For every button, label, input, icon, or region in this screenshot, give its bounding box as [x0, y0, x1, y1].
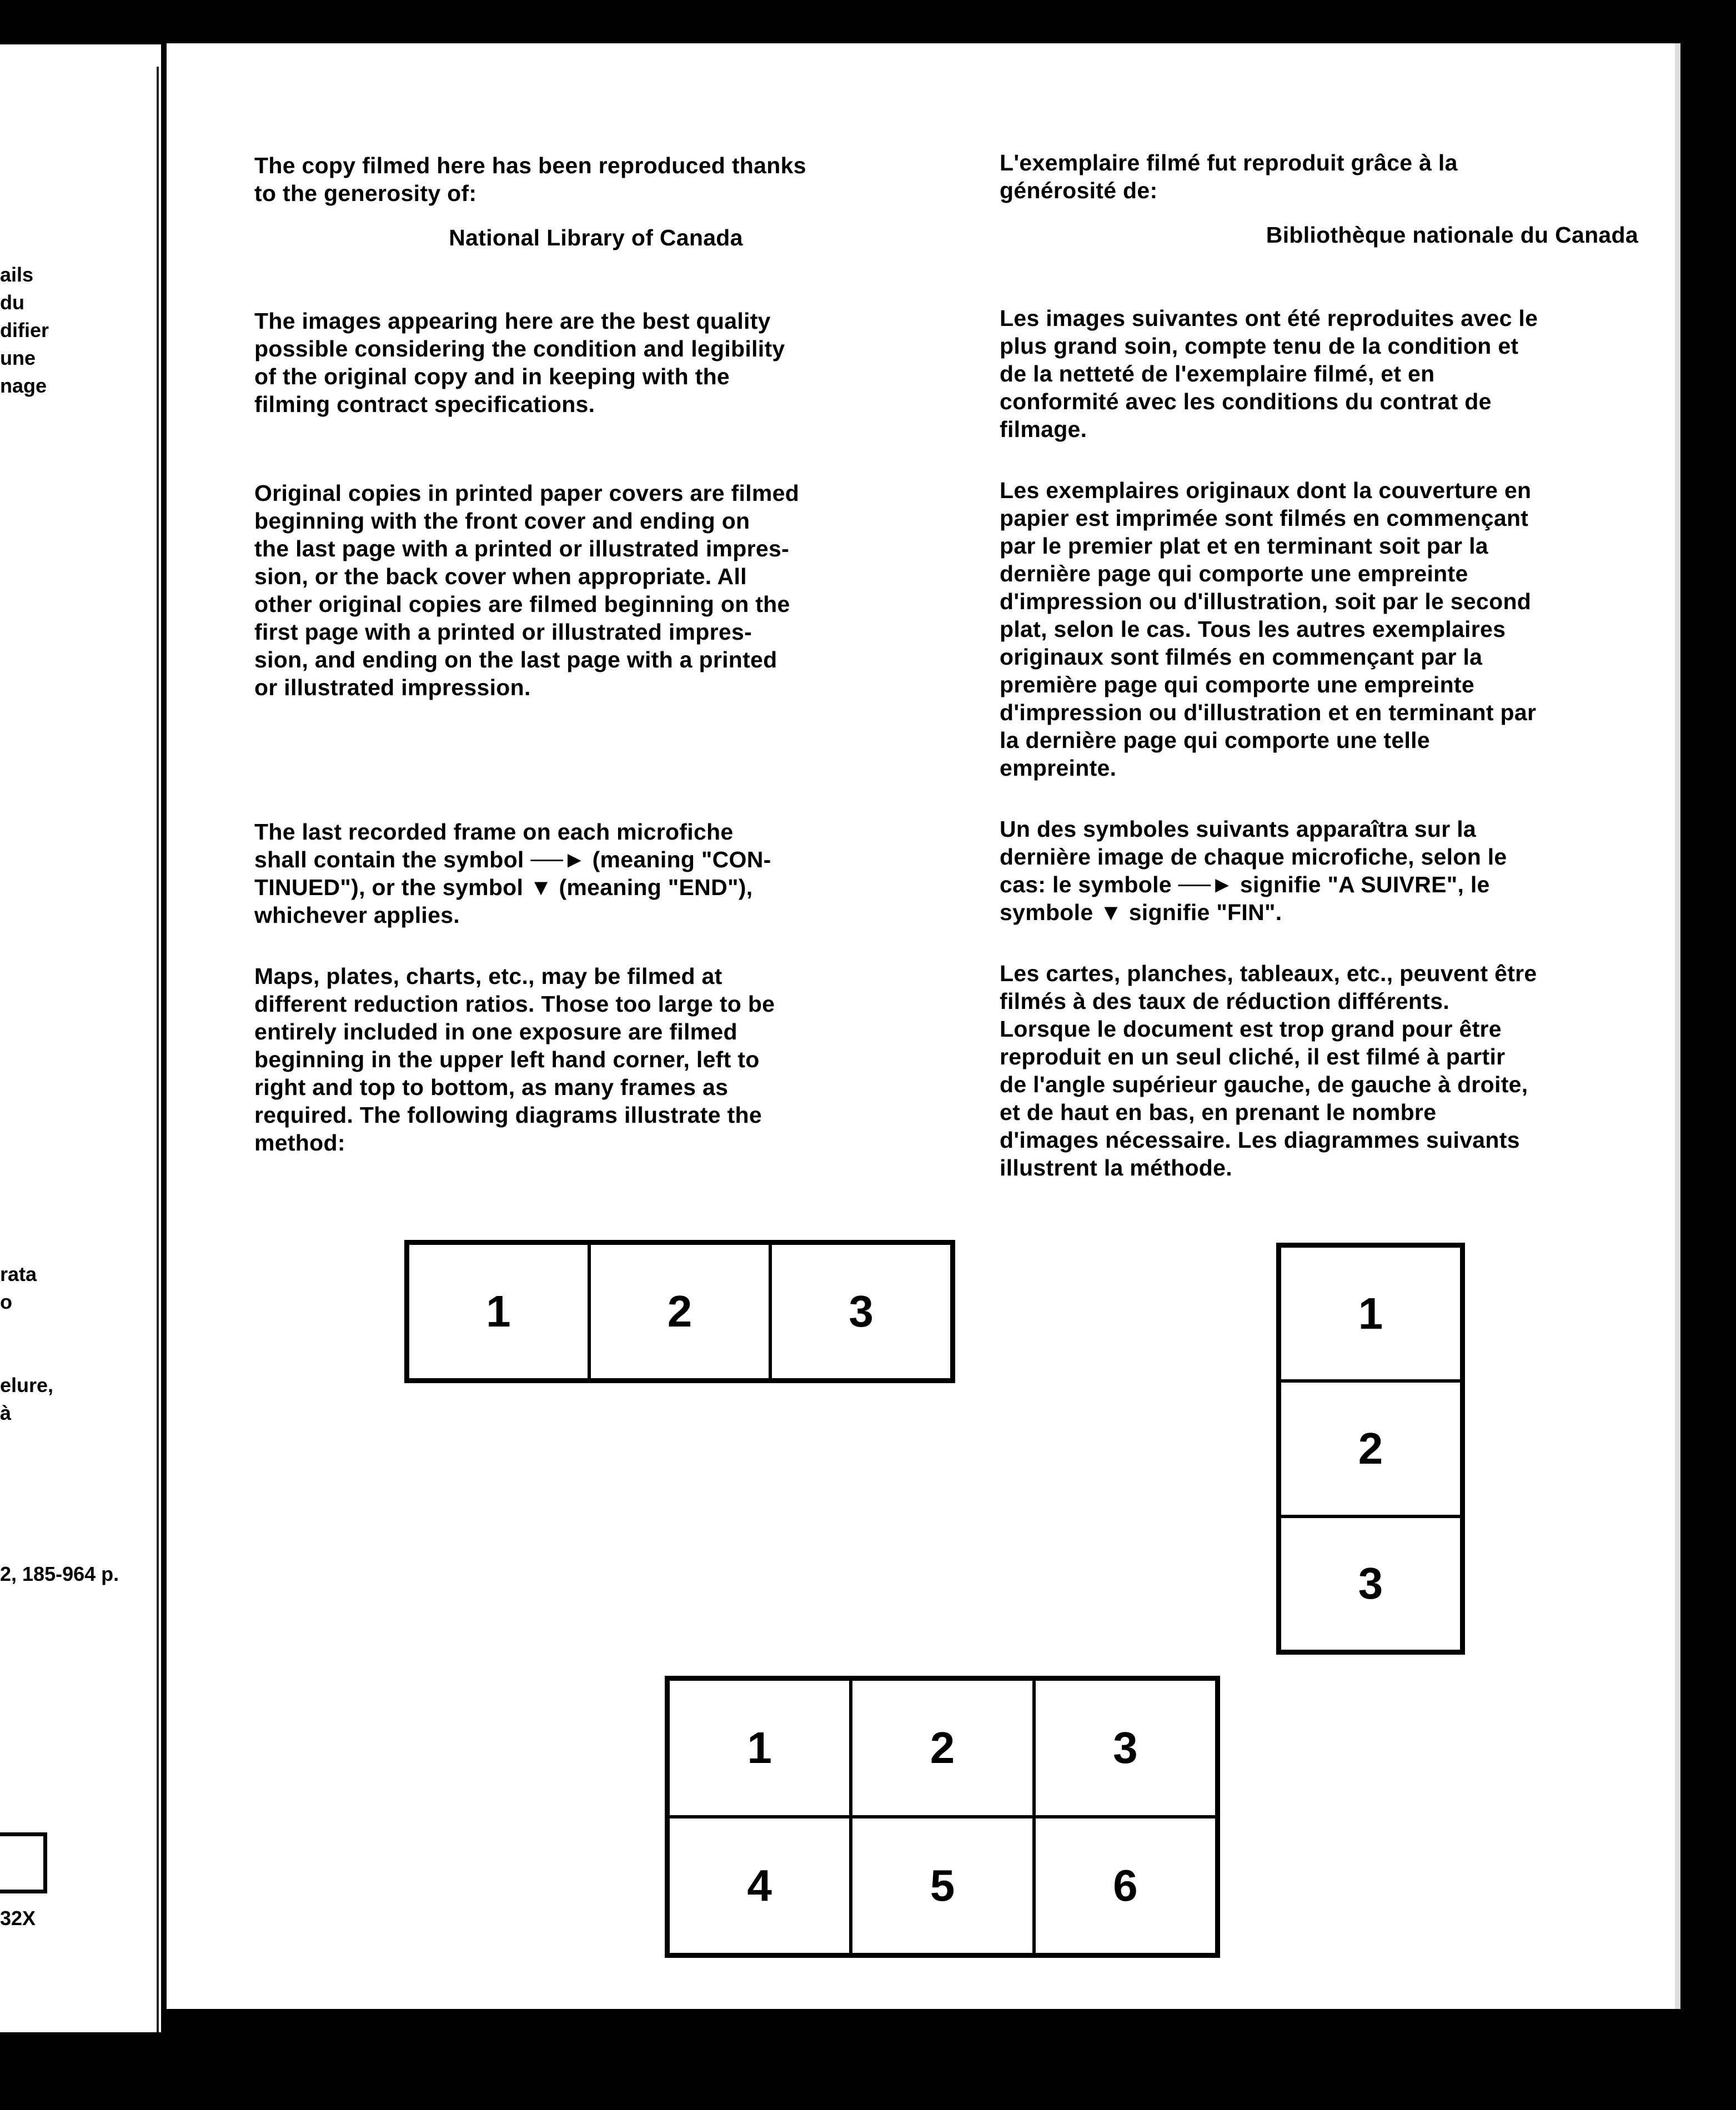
french-credit-name: Bibliothèque nationale du Canada: [1266, 222, 1638, 248]
left-fragment-text: difier: [0, 319, 49, 341]
left-fragment-text: une: [0, 346, 36, 369]
frame-cell: 3: [1280, 1516, 1462, 1651]
english-paragraph-quality: The images appearing here are the best quality possible considering the condition and legibility of the original copy and in keeping with the filming contract specifications.: [254, 308, 785, 417]
english-column: [254, 152, 937, 1157]
frame-cell: 1: [408, 1243, 589, 1380]
english-paragraph-maps: Maps, plates, charts, etc., may be filmed at different reduction ratios. Those too large to be entirely included in one exposure are filmed beginning in the upper left hand corner, left to right and top to bottom, as many frames as required. The following diagrams illustrate the method:: [254, 963, 775, 1156]
french-paragraph-symbol: Un des symboles suivants apparaîtra sur la dernière image de chaque microfiche, selon le cas: le symbole ──► signifie "A SUIVRE", le symbole ▼ signifie "FIN".: [1000, 816, 1507, 925]
left-fragment-text: elure,: [0, 1374, 54, 1396]
frame-cell: 6: [1034, 1817, 1217, 1955]
left-fragment-text: à: [0, 1401, 12, 1424]
frame-cell: 2: [1280, 1381, 1462, 1516]
frame-cell: 2: [589, 1243, 771, 1380]
left-fragment-text: o: [0, 1290, 12, 1313]
french-column: [1000, 149, 1638, 1182]
fragment-box: [0, 1832, 47, 1893]
frame-cell: 4: [668, 1817, 851, 1955]
english-credit-name: National Library of Canada: [449, 225, 743, 250]
english-credit-intro: The copy filmed here has been reproduced thanks to the generosity of:: [254, 153, 806, 206]
left-fragment-text: du: [0, 291, 24, 314]
english-paragraph-symbol: The last recorded frame on each microfiche shall contain the symbol ──► (meaning "CON- TINUED"), or the symbol ▼ (meaning "END"), whichever applies.: [254, 819, 771, 928]
left-page-fragment: [0, 44, 161, 2032]
left-fragment-text: rata: [0, 1263, 37, 1285]
diagram-grid: [665, 1676, 1220, 1958]
french-paragraph-original: Les exemplaires originaux dont la couverture en papier est imprimée sont filmés en commençant par le premier plat et en terminant soit par la dernière page qui comporte une empreinte d'impression ou d'illustration, soit par le second plat, selon le cas. Tous les autres exemplaires originaux sont filmés en commençant par la première page qui comporte une empreinte d'impression ou d'illustration et en terminant par la dernière page qui comporte une telle empreinte.: [1000, 478, 1537, 781]
frame-cell: 3: [1034, 1679, 1217, 1817]
diagram-horizontal: [404, 1240, 955, 1383]
frame-cell: 1: [1280, 1246, 1462, 1381]
french-paragraph-quality: Les images suivantes ont été reproduites avec le plus grand soin, compte tenu de la condition et de la netteté de l'exemplaire filmé, et en conformité avec les conditions du contrat de filmage.: [1000, 305, 1538, 442]
left-fragment-text: nage: [0, 374, 47, 397]
frame-cell: 2: [851, 1679, 1033, 1817]
frame-cell: 3: [770, 1243, 952, 1380]
main-page: [167, 43, 1680, 2009]
diagram-vertical: [1276, 1243, 1465, 1655]
english-paragraph-original: Original copies in printed paper covers are filmed beginning with the front cover and ending on the last page with a printed or illustrated impres- sion, or the back cover when appropriate. All other original copies are filmed beginning on the first page with a printed or illustrated impres- sion, and ending on the last page with a printed or illustrated impression.: [254, 480, 800, 700]
page-edge: [1675, 43, 1680, 2009]
page-fold: [157, 67, 159, 2032]
frame-cell: 5: [851, 1817, 1033, 1955]
left-fragment-text: ails: [0, 263, 34, 286]
french-paragraph-maps: Les cartes, planches, tableaux, etc., peuvent être filmés à des taux de réduction différents. Lorsque le document est trop grand pour être reproduit en un seul cliché, il est filmé à partir de l'angle supérieur gauche, de gauche à droite, et de haut en bas, en prenant le nombre d'images nécessaire. Les diagrammes suivants illustrent la méthode.: [1000, 961, 1537, 1180]
french-credit-intro: L'exemplaire filmé fut reproduit grâce à la générosité de:: [1000, 150, 1458, 203]
left-fragment-text: 32X: [0, 1907, 36, 1930]
left-fragment-text: 2, 185-964 p.: [0, 1563, 119, 1585]
frame-cell: 1: [668, 1679, 851, 1817]
